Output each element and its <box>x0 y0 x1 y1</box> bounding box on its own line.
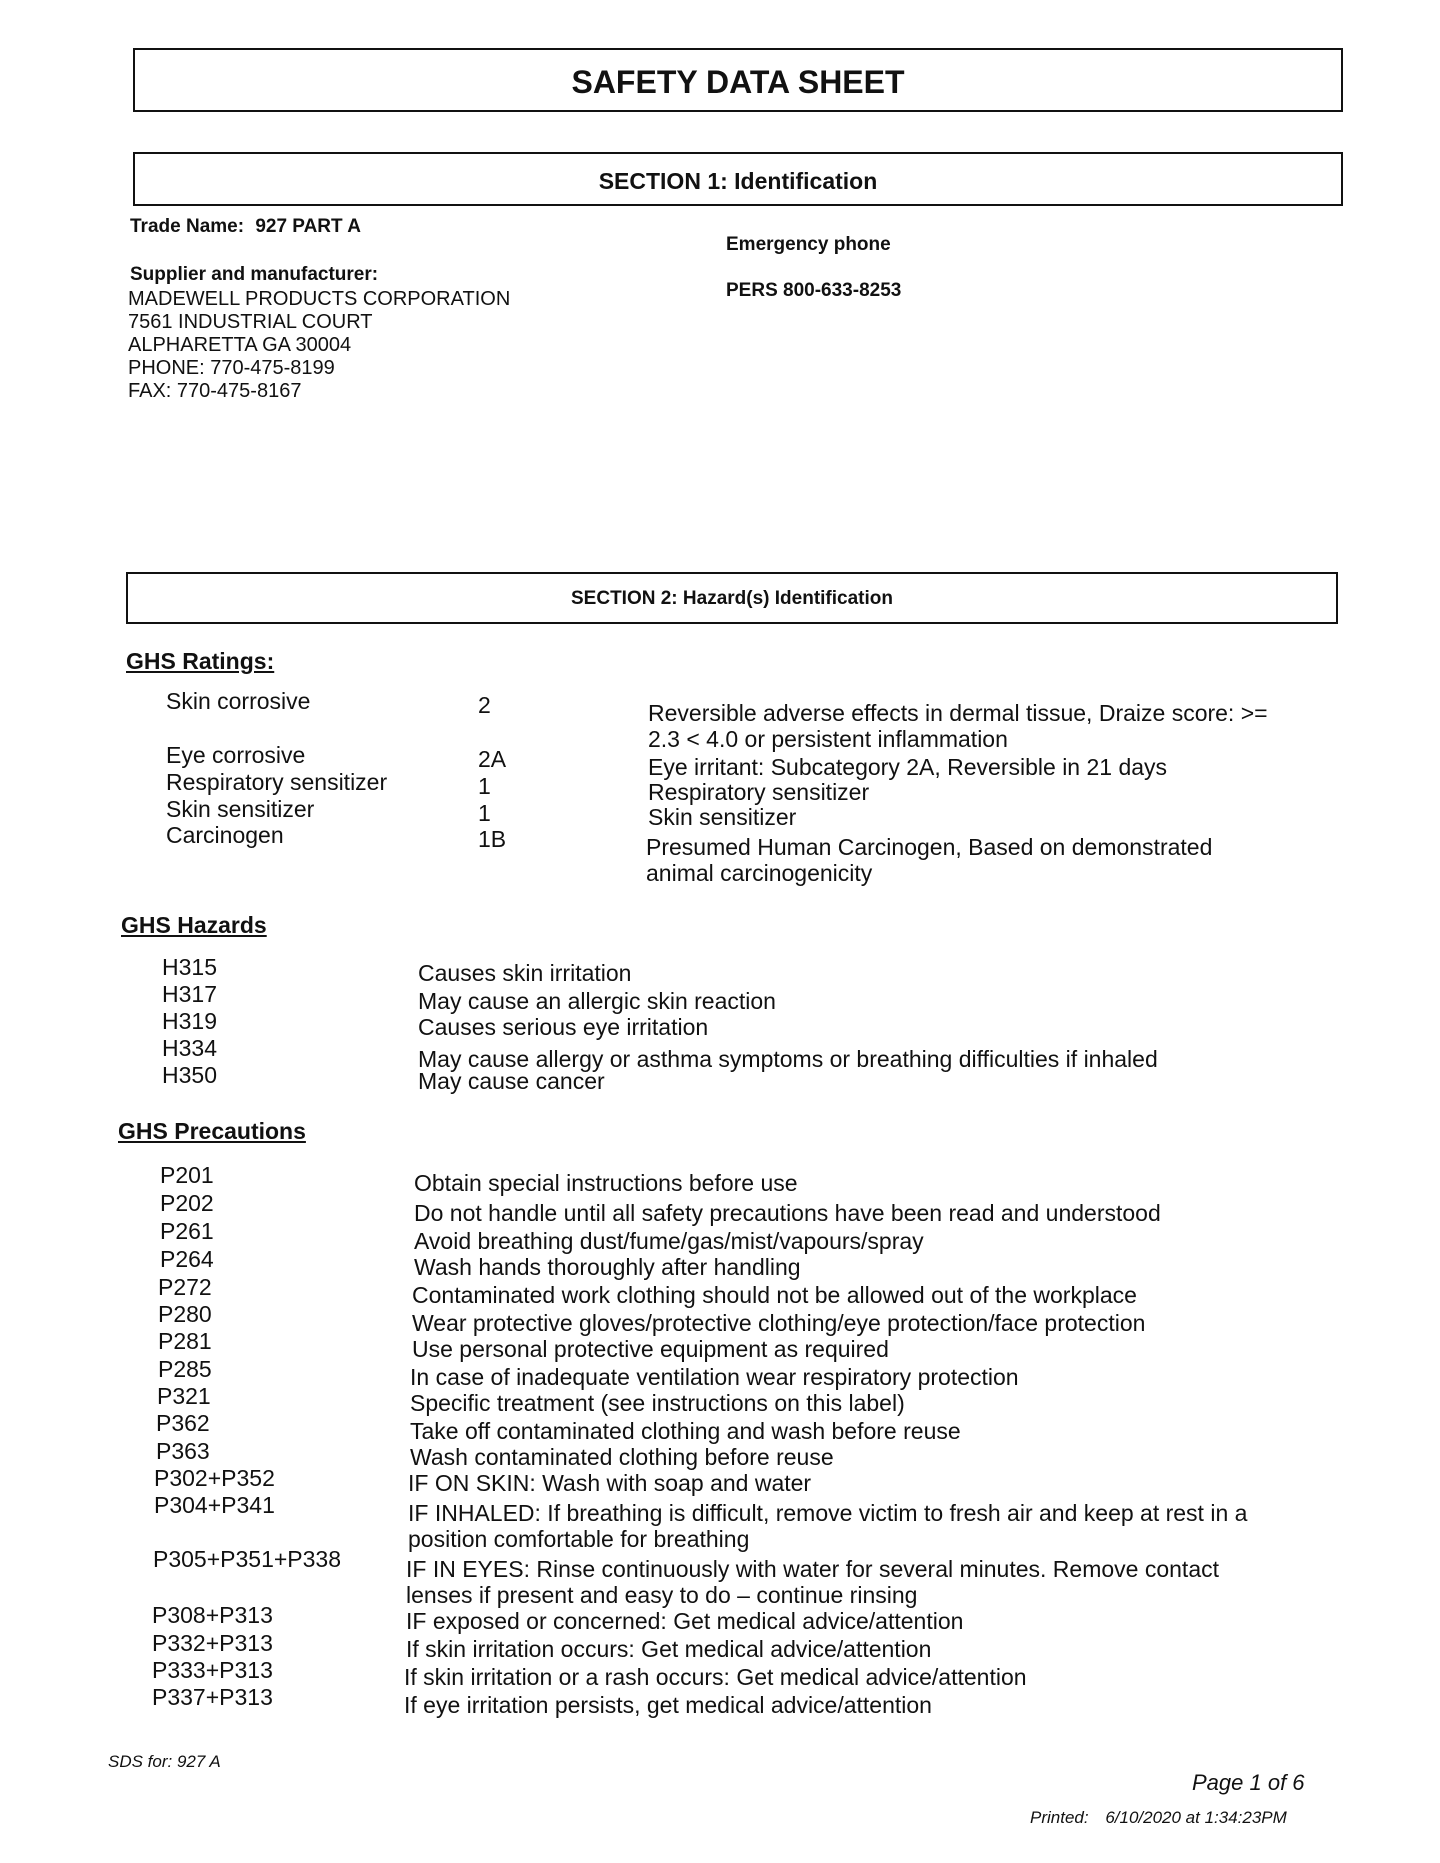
document-title-box <box>133 48 1343 112</box>
precaution-code: P337+P313 <box>152 1684 273 1710</box>
precaution-code: P302+P352 <box>154 1465 275 1491</box>
emergency-phone-value: PERS 800-633-8253 <box>726 280 902 301</box>
precaution-code: P264 <box>160 1246 214 1272</box>
supplier-line: MADEWELL PRODUCTS CORPORATION <box>128 288 511 310</box>
printed-value: 6/10/2020 at 1:34:23PM <box>1105 1808 1287 1827</box>
supplier-label: Supplier and manufacturer: <box>130 264 379 285</box>
rating-description: Presumed Human Carcinogen, Based on demonstrated animal carcinogenicity <box>646 834 1213 886</box>
printed-timestamp <box>1030 1808 1287 1828</box>
precaution-text: Wash contaminated clothing before reuse <box>410 1444 834 1470</box>
printed-label: Printed: <box>1030 1808 1089 1827</box>
supplier-line: ALPHARETTA GA 30004 <box>128 334 352 356</box>
supplier-line: 7561 INDUSTRIAL COURT <box>128 311 373 333</box>
hazard-code: H317 <box>162 981 217 1007</box>
precaution-text: Specific treatment (see instructions on this label) <box>410 1390 905 1416</box>
page-number: Page 1 of 6 <box>1192 1770 1305 1795</box>
precaution-text: Do not handle until all safety precautions have been read and understood <box>414 1200 1161 1226</box>
ghs-ratings-heading: GHS Ratings: <box>126 648 275 674</box>
document-title: SAFETY DATA SHEET <box>571 64 905 100</box>
rating-name: Respiratory sensitizer <box>166 769 388 795</box>
precaution-code: P332+P313 <box>152 1630 273 1656</box>
rating-description: Respiratory sensitizer <box>648 779 870 805</box>
precaution-text: If skin irritation occurs: Get medical advice/attention <box>406 1636 932 1662</box>
precaution-text: Obtain special instructions before use <box>414 1170 798 1196</box>
hazard-text: Causes serious eye irritation <box>418 1014 709 1040</box>
precaution-code: P363 <box>156 1438 210 1464</box>
sds-for-label: SDS for: 927 A <box>108 1752 221 1771</box>
precaution-code: P201 <box>160 1162 214 1188</box>
precaution-text: Avoid breathing dust/fume/gas/mist/vapours/spray <box>414 1228 924 1254</box>
trade-name-label: Trade Name: <box>130 216 245 237</box>
rating-name: Skin corrosive <box>166 688 311 714</box>
precaution-code: P333+P313 <box>152 1657 273 1683</box>
precaution-code: P285 <box>158 1356 212 1382</box>
precaution-code: P272 <box>158 1274 212 1300</box>
hazard-text: May cause cancer <box>418 1068 605 1094</box>
hazard-code: H319 <box>162 1008 217 1034</box>
rating-name: Eye corrosive <box>166 742 306 768</box>
precaution-code: P202 <box>160 1190 214 1216</box>
trade-name <box>130 216 361 238</box>
trade-name-value: 927 PART A <box>255 216 361 237</box>
precaution-code: P305+P351+P338 <box>153 1546 342 1572</box>
precaution-code: P280 <box>158 1301 212 1327</box>
hazard-text: May cause an allergic skin reaction <box>418 988 776 1014</box>
precaution-code: P281 <box>158 1328 212 1354</box>
precaution-text: IF exposed or concerned: Get medical advice/attention <box>406 1608 964 1634</box>
rating-category: 1 <box>478 800 491 826</box>
precaution-code: P308+P313 <box>152 1602 273 1628</box>
precaution-code: P362 <box>156 1410 210 1436</box>
precaution-code: P261 <box>160 1218 214 1244</box>
section1-title: SECTION 1: Identification <box>598 168 878 194</box>
hazard-code: H334 <box>162 1035 217 1061</box>
precaution-text: IF ON SKIN: Wash with soap and water <box>408 1470 812 1496</box>
hazard-code: H315 <box>162 954 217 980</box>
emergency-phone-label: Emergency phone <box>726 234 891 255</box>
hazard-text: May cause allergy or asthma symptoms or breathing difficulties if inhaled <box>418 1046 1158 1072</box>
rating-name: Skin sensitizer <box>166 796 315 822</box>
rating-description: Eye irritant: Subcategory 2A, Reversible in 21 days <box>648 754 1168 780</box>
rating-name: Carcinogen <box>166 822 284 848</box>
rating-description: Reversible adverse effects in dermal tissue, Draize score: >= 2.3 < 4.0 or persistent inflammation <box>648 700 1268 752</box>
hazard-text: Causes skin irritation <box>418 960 632 986</box>
ghs-hazards-heading: GHS Hazards <box>121 912 267 938</box>
precaution-text: Wash hands thoroughly after handling <box>414 1254 801 1280</box>
rating-category: 1B <box>478 826 507 852</box>
rating-category: 2 <box>478 692 491 718</box>
precaution-text: IF INHALED: If breathing is difficult, remove victim to fresh air and keep at rest in a position comfortable for breathing <box>408 1500 1248 1552</box>
precaution-text: If skin irritation or a rash occurs: Get medical advice/attention <box>404 1664 1027 1690</box>
hazard-code: H350 <box>162 1062 217 1088</box>
precaution-text: In case of inadequate ventilation wear respiratory protection <box>410 1364 1019 1390</box>
supplier-line: FAX: 770-475-8167 <box>128 380 302 402</box>
rating-category: 2A <box>478 746 507 772</box>
precaution-code: P304+P341 <box>154 1492 275 1518</box>
precaution-text: If eye irritation persists, get medical advice/attention <box>404 1692 932 1718</box>
supplier-address <box>128 288 510 403</box>
rating-category: 1 <box>478 773 491 799</box>
precaution-text: Take off contaminated clothing and wash before reuse <box>410 1418 961 1444</box>
precaution-text: Contaminated work clothing should not be allowed out of the workplace <box>412 1282 1137 1308</box>
section2-title-box <box>126 572 1338 624</box>
rating-description: Skin sensitizer <box>648 804 797 830</box>
precaution-code: P321 <box>157 1383 211 1409</box>
precaution-text: Wear protective gloves/protective clothing/eye protection/face protection <box>412 1310 1146 1336</box>
precaution-text: Use personal protective equipment as required <box>412 1336 889 1362</box>
section1-title-box <box>133 152 1343 206</box>
supplier-line: PHONE: 770-475-8199 <box>128 357 335 379</box>
precaution-text: IF IN EYES: Rinse continuously with water for several minutes. Remove contact lenses if present and easy to do – continue rinsing <box>406 1556 1219 1608</box>
ghs-precautions-heading: GHS Precautions <box>118 1118 306 1144</box>
section2-title: SECTION 2: Hazard(s) Identification <box>571 588 893 609</box>
